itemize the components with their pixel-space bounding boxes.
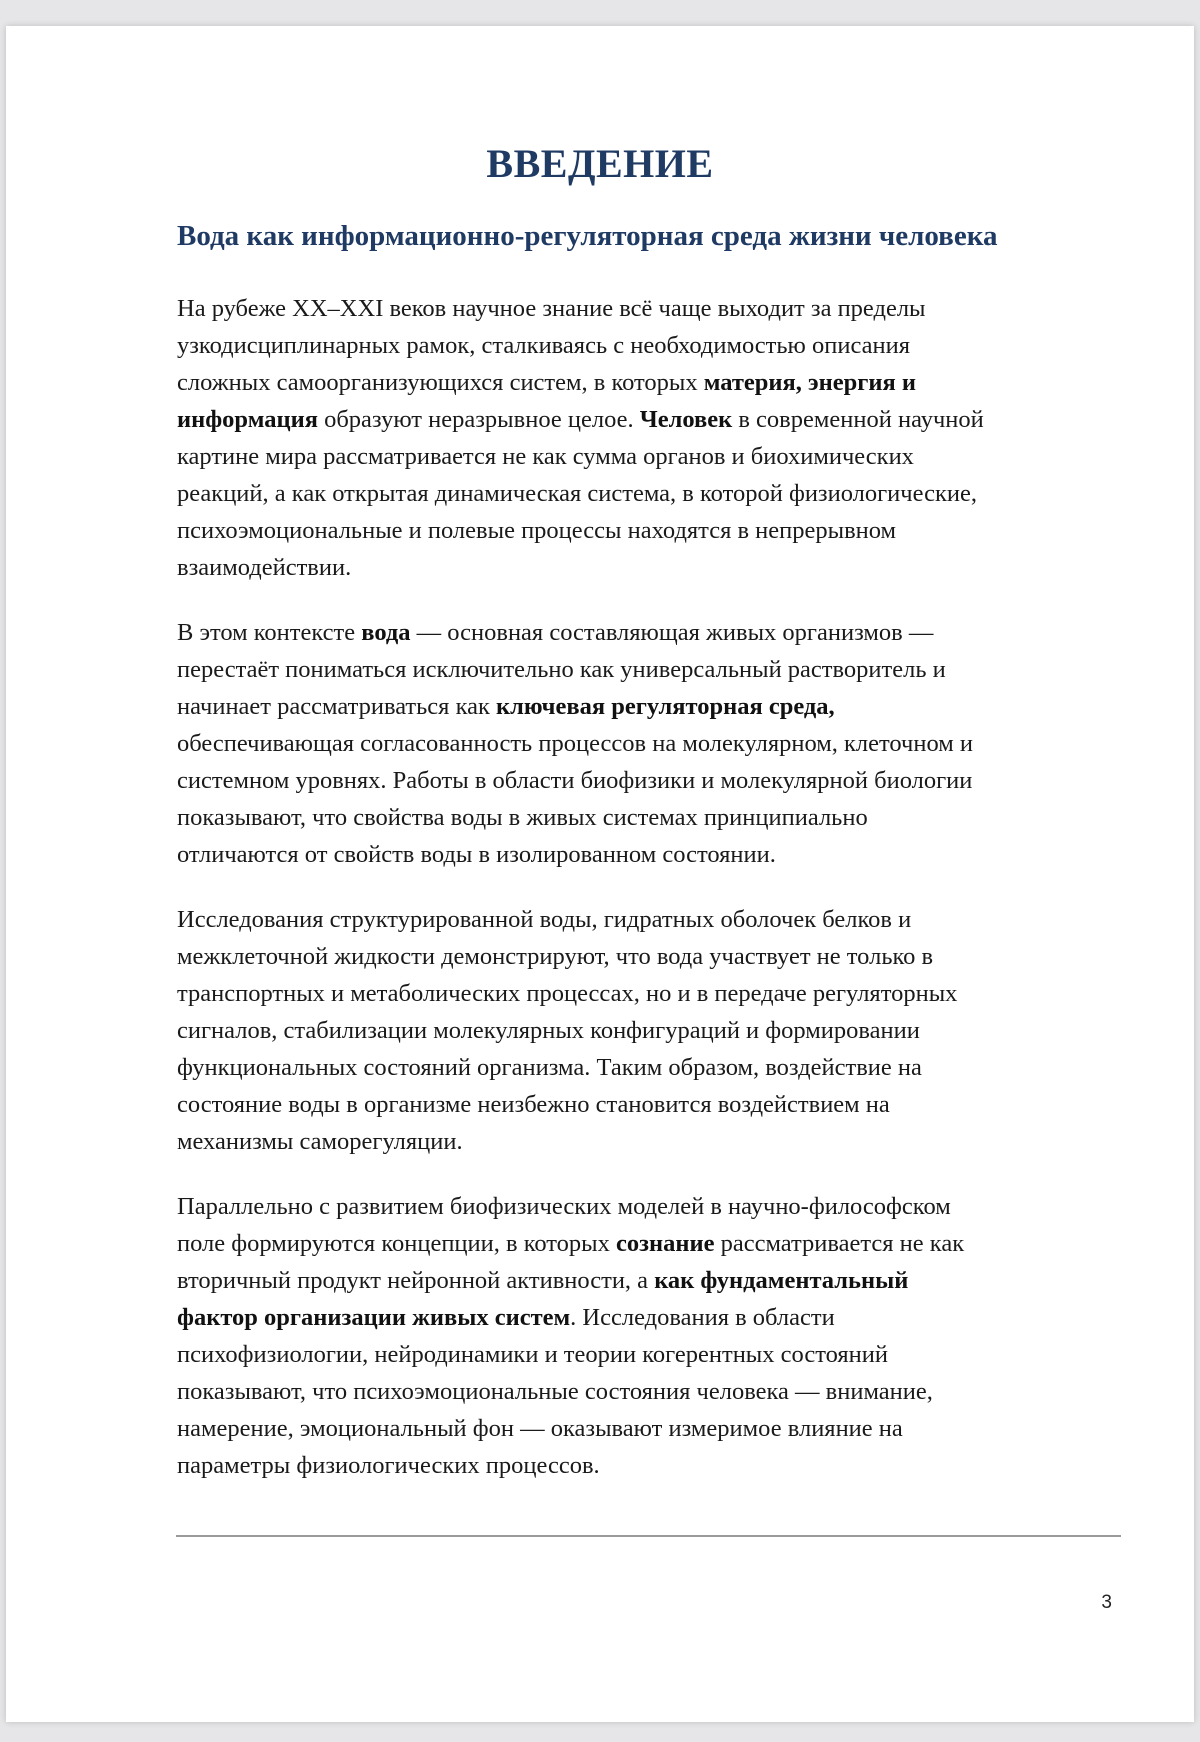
body-text [177, 290, 1117, 1512]
emphasis: фактор организации живых систем [177, 1304, 571, 1331]
text-line: поле формируются концепции, в которых сознание рассматривается не как [177, 1230, 965, 1257]
text-line: транспортных и метаболических процессах, но и в передаче регуляторных [177, 980, 958, 1007]
paragraph-4 [177, 1188, 1117, 1484]
emphasis: Человек [639, 406, 733, 433]
text-line: отличаются от свойств воды в изолированном состоянии. [177, 841, 776, 868]
text-line: Исследования структурированной воды, гидратных оболочек белков и [177, 906, 912, 933]
text-line: перестаёт пониматься исключительно как универсальный растворитель и [177, 656, 946, 683]
text-line: системном уровнях. Работы в области биофизики и молекулярной биологии [177, 767, 973, 794]
page-number: 3 [1101, 1592, 1112, 1613]
paragraph-3 [177, 901, 1117, 1160]
text-line: показывают, что психоэмоциональные состояния человека — внимание, [177, 1378, 933, 1405]
document-page [6, 26, 1194, 1722]
text-line: В этом контексте вода — основная составляющая живых организмов — [177, 619, 934, 646]
text-line: механизмы саморегуляции. [177, 1128, 463, 1155]
page-title: ВВЕДЕНИЕ [486, 141, 714, 186]
section-subtitle: Вода как информационно-регуляторная среда жизни человека [177, 220, 998, 252]
emphasis: материя, энергия и [703, 369, 916, 396]
text-line: реакций, а как открытая динамическая система, в которой физиологические, [177, 480, 977, 507]
text-line: межклеточной жидкости демонстрируют, что вода участвует не только в [177, 943, 934, 970]
text-line: сложных самоорганизующихся систем, в которых материя, энергия и [177, 369, 916, 396]
paragraph-2 [177, 614, 1117, 873]
text-line: информация образуют неразрывное целое. Человек в современной научной [177, 406, 984, 433]
text-line: вторичный продукт нейронной активности, а как фундаментальный [177, 1267, 909, 1294]
emphasis: сознание [616, 1230, 715, 1257]
text-line: психофизиологии, нейродинамики и теории когерентных состояний [177, 1341, 889, 1368]
text-line: начинает рассматриваться как ключевая регуляторная среда, [177, 693, 835, 720]
text-line: параметры физиологических процессов. [177, 1452, 600, 1479]
paragraph-1 [177, 290, 1117, 586]
text-line: функциональных состояний организма. Таким образом, воздействие на [177, 1054, 922, 1081]
text-line: узкодисциплинарных рамок, сталкиваясь с необходимостью описания [177, 332, 911, 359]
emphasis: вода [361, 619, 411, 646]
text-line: сигналов, стабилизации молекулярных конфигураций и формировании [177, 1017, 920, 1044]
text-line: намерение, эмоциональный фон — оказывают измеримое влияние на [177, 1415, 903, 1442]
emphasis: как фундаментальный [654, 1267, 909, 1294]
text-line: состояние воды в организме неизбежно становится воздействием на [177, 1091, 890, 1118]
text-line: На рубеже XX–XXI веков научное знание всё чаще выходит за пределы [177, 295, 926, 322]
footer-divider [176, 1535, 1121, 1537]
emphasis: ключевая регуляторная среда, [496, 693, 835, 720]
text-line: взаимодействии. [177, 554, 352, 581]
emphasis: информация [177, 406, 318, 433]
text-line: Параллельно с развитием биофизических моделей в научно-философском [177, 1193, 951, 1220]
text-line: картине мира рассматривается не как сумма органов и биохимических [177, 443, 914, 470]
text-line: обеспечивающая согласованность процессов на молекулярном, клеточном и [177, 730, 973, 757]
text-line: психоэмоциональные и полевые процессы находятся в непрерывном [177, 517, 897, 544]
text-line: показывают, что свойства воды в живых системах принципиально [177, 804, 868, 831]
text-line: фактор организации живых систем. Исследования в области [177, 1304, 835, 1331]
